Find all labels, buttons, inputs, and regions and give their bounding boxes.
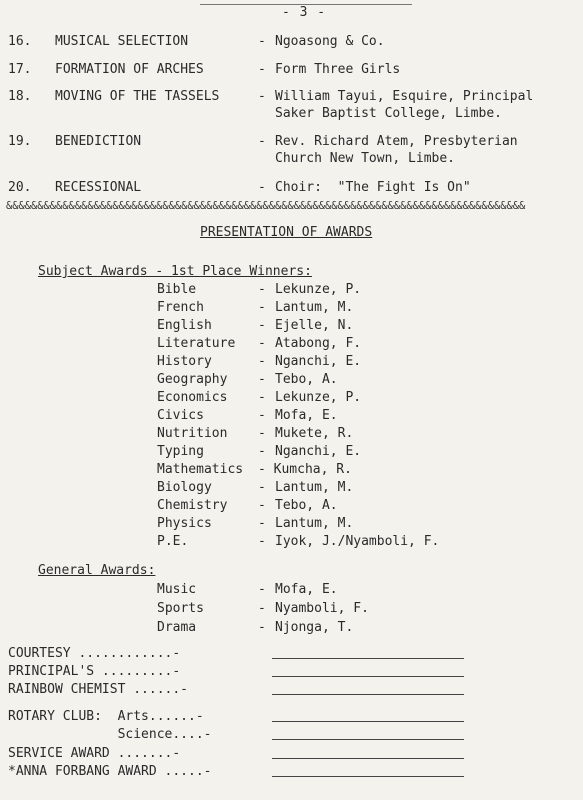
award-subject: Chemistry: [157, 498, 228, 513]
program-item-detail: Form Three Girls: [275, 62, 401, 77]
award-dash: -: [258, 620, 266, 635]
award-subject: Nutrition: [157, 426, 228, 441]
program-item-detail: Choir: "The Fight Is On": [275, 180, 471, 195]
award-dash: -: [258, 480, 266, 495]
award-winner: - Kumcha, R.: [258, 462, 352, 477]
award-subject: Physics: [157, 516, 212, 531]
award-winner: Lantum, M.: [275, 300, 354, 315]
award-subject: History: [157, 354, 212, 369]
award-dash: -: [258, 372, 266, 387]
program-item-detail-continued: Saker Baptist College, Limbe.: [275, 106, 502, 121]
program-item-dash: -: [258, 34, 266, 49]
blank-line: [272, 739, 464, 740]
award-winner: Lantum, M.: [275, 480, 354, 495]
blank-line: [272, 658, 464, 659]
special-award-label: SERVICE AWARD .......-: [8, 746, 181, 761]
subject-awards-heading: Subject Awards - 1st Place Winners:: [38, 264, 312, 279]
award-subject: French: [157, 300, 204, 315]
award-dash: -: [258, 282, 266, 297]
award-dash: -: [258, 390, 266, 405]
award-winner: Lantum, M.: [275, 516, 354, 531]
program-item-dash: -: [258, 180, 266, 195]
award-subject: Geography: [157, 372, 228, 387]
award-subject: Economics: [157, 390, 228, 405]
program-item-dash: -: [258, 89, 266, 104]
award-winner: Mofa, E.: [275, 408, 338, 423]
award-subject: English: [157, 318, 212, 333]
special-award-label: ROTARY CLUB: Arts......-: [8, 709, 204, 724]
award-subject: Civics: [157, 408, 204, 423]
award-dash: -: [258, 534, 266, 549]
blank-line: [272, 721, 464, 722]
award-winner: Iyok, J./Nyamboli, F.: [275, 534, 440, 549]
program-item-detail: Rev. Richard Atem, Presbyterian: [275, 134, 518, 149]
award-winner: Lekunze, P.: [275, 282, 362, 297]
award-dash: -: [258, 408, 266, 423]
award-subject: Typing: [157, 444, 204, 459]
award-dash: -: [258, 516, 266, 531]
program-item-detail: William Tayui, Esquire, Principal: [275, 89, 534, 104]
special-award-label: Science....-: [8, 727, 212, 742]
program-item-title: MUSICAL SELECTION: [55, 34, 189, 49]
program-item-dash: -: [258, 62, 266, 77]
program-item-detail-continued: Church New Town, Limbe.: [275, 151, 456, 166]
program-item-number: 20.: [8, 180, 32, 195]
special-award-label: COURTESY ............-: [8, 646, 181, 661]
award-dash: -: [258, 444, 266, 459]
special-award-label: PRINCIPAL'S .........-: [8, 664, 181, 679]
award-winner: Ejelle, N.: [275, 318, 354, 333]
general-awards-heading: General Awards:: [38, 563, 156, 578]
program-item-number: 19.: [8, 134, 32, 149]
blank-line: [272, 694, 464, 695]
award-subject: P.E.: [157, 534, 189, 549]
award-winner-name: Kumcha, R.: [273, 462, 352, 477]
award-winner: Lekunze, P.: [275, 390, 362, 405]
program-item-dash: -: [258, 134, 266, 149]
award-dash: -: [258, 318, 266, 333]
award-winner: Tebo, A.: [275, 498, 338, 513]
award-dash: -: [258, 336, 266, 351]
award-dash: -: [258, 354, 266, 369]
award-dash: -: [258, 582, 266, 597]
award-winner: Atabong, F.: [275, 336, 362, 351]
program-item-number: 16.: [8, 34, 32, 49]
award-dash: -: [258, 601, 266, 616]
award-subject: Bible: [157, 282, 197, 297]
special-award-label: RAINBOW CHEMIST ......-: [8, 682, 189, 697]
program-item-number: 17.: [8, 62, 32, 77]
program-item-title: FORMATION OF ARCHES: [55, 62, 204, 77]
award-subject: Sports: [157, 601, 204, 616]
award-winner: Njonga, T.: [275, 620, 354, 635]
award-winner: Tebo, A.: [275, 372, 338, 387]
award-subject: Music: [157, 582, 197, 597]
blank-line: [272, 776, 464, 777]
program-item-detail: Ngoasong & Co.: [275, 34, 385, 49]
award-winner: Mukete, R.: [275, 426, 354, 441]
program-item-title: RECESSIONAL: [55, 180, 142, 195]
program-item-title: MOVING OF THE TASSELS: [55, 89, 220, 104]
presentation-title: PRESENTATION OF AWARDS: [200, 225, 373, 240]
award-subject: Mathematics: [157, 462, 244, 477]
page-number: - 3 -: [282, 5, 327, 20]
blank-line: [272, 758, 464, 759]
ampersand-separator: &&&&&&&&&&&&&&&&&&&&&&&&&&&&&&&&&&&&&&&&&&&&&&&&&&&&&&&&&&&&&&&&&&&&&&&&&&&&&&&&&&&: [6, 200, 526, 212]
award-winner: Nganchi, E.: [275, 444, 362, 459]
special-award-label: *ANNA FORBANG AWARD .....-: [8, 764, 212, 779]
award-subject: Biology: [157, 480, 212, 495]
award-subject: Drama: [157, 620, 197, 635]
award-winner: Nganchi, E.: [275, 354, 362, 369]
award-subject: Literature: [157, 336, 236, 351]
award-dash: -: [258, 300, 266, 315]
award-winner: Nyamboli, F.: [275, 601, 369, 616]
program-item-title: BENEDICTION: [55, 134, 142, 149]
award-winner: Mofa, E.: [275, 582, 338, 597]
program-item-number: 18.: [8, 89, 32, 104]
blank-line: [272, 676, 464, 677]
award-dash: -: [258, 426, 266, 441]
award-dash: -: [258, 498, 266, 513]
